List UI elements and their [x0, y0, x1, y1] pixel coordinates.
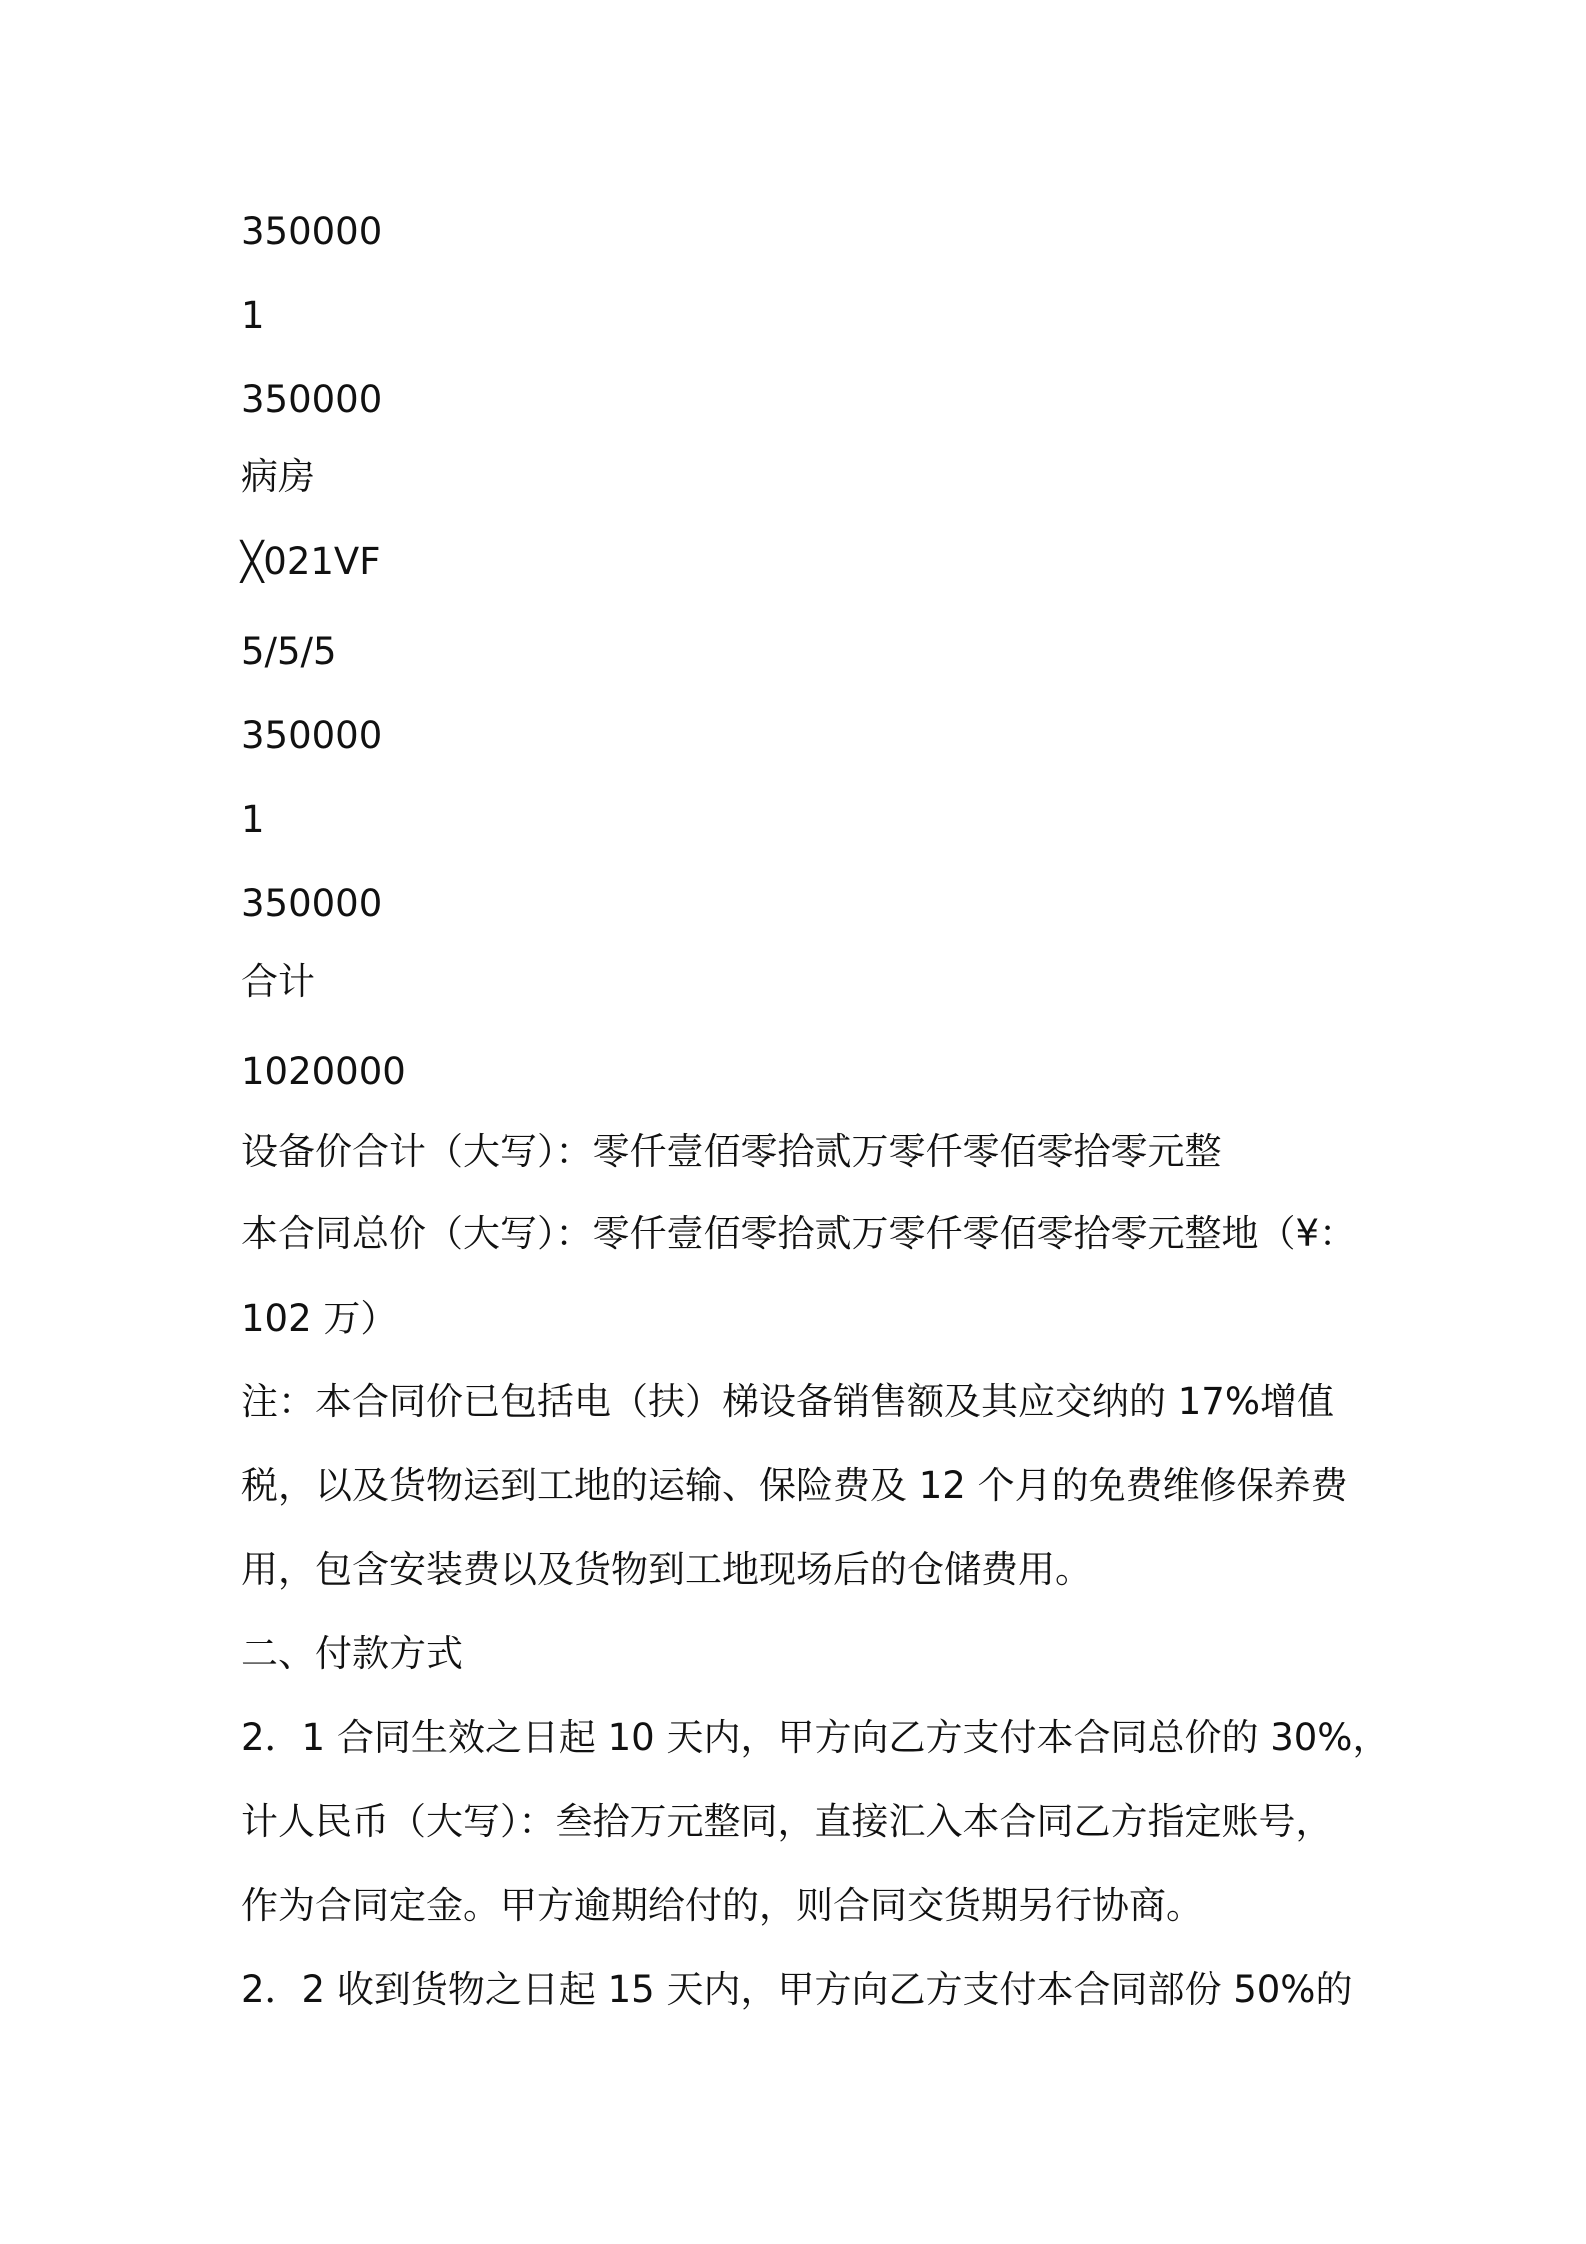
text-line: 350000 [241, 882, 383, 925]
text-line: 作为合同定金。甲方逾期给付的，则合同交货期另行协商。 [241, 1884, 1203, 1927]
text-line: 1020000 [241, 1050, 406, 1093]
text-line: 350000 [241, 378, 383, 421]
text-line: 计人民币（大写）：叁拾万元整同，直接汇入本合同乙方指定账号， [241, 1800, 1333, 1843]
text-line: 税，以及货物运到工地的运输、保险费及 12 个月的免费维修保养费 [241, 1464, 1348, 1507]
text-line: 本合同总价（大写）：零仟壹佰零拾贰万零仟零佰零拾零元整地（¥： [241, 1212, 1357, 1255]
text-line: ╳021VF [241, 540, 381, 583]
section-heading: 二、付款方式 [241, 1632, 463, 1675]
text-line: 350000 [241, 714, 383, 757]
text-line: 设备价合计（大写）：零仟壹佰零拾贰万零仟零佰零拾零元整 [241, 1130, 1222, 1173]
text-line: 注：本合同价已包括电（扶）梯设备销售额及其应交纳的 17%增值 [241, 1380, 1334, 1423]
text-line: 102 万） [241, 1297, 398, 1340]
text-line: 2．2 收到货物之日起 15 天内，甲方向乙方支付本合同部份 50%的 [241, 1968, 1353, 2011]
text-line: 1 [241, 798, 265, 841]
text-line: 5/5/5 [241, 630, 337, 673]
text-line: 1 [241, 294, 265, 337]
text-line: 合计 [241, 960, 315, 1003]
text-line: 病房 [241, 455, 315, 498]
text-line: 用，包含安装费以及货物到工地现场后的仓储费用。 [241, 1548, 1092, 1591]
text-line: 350000 [241, 210, 383, 253]
text-line: 2．1 合同生效之日起 10 天内，甲方向乙方支付本合同总价的 30%， [241, 1716, 1390, 1759]
